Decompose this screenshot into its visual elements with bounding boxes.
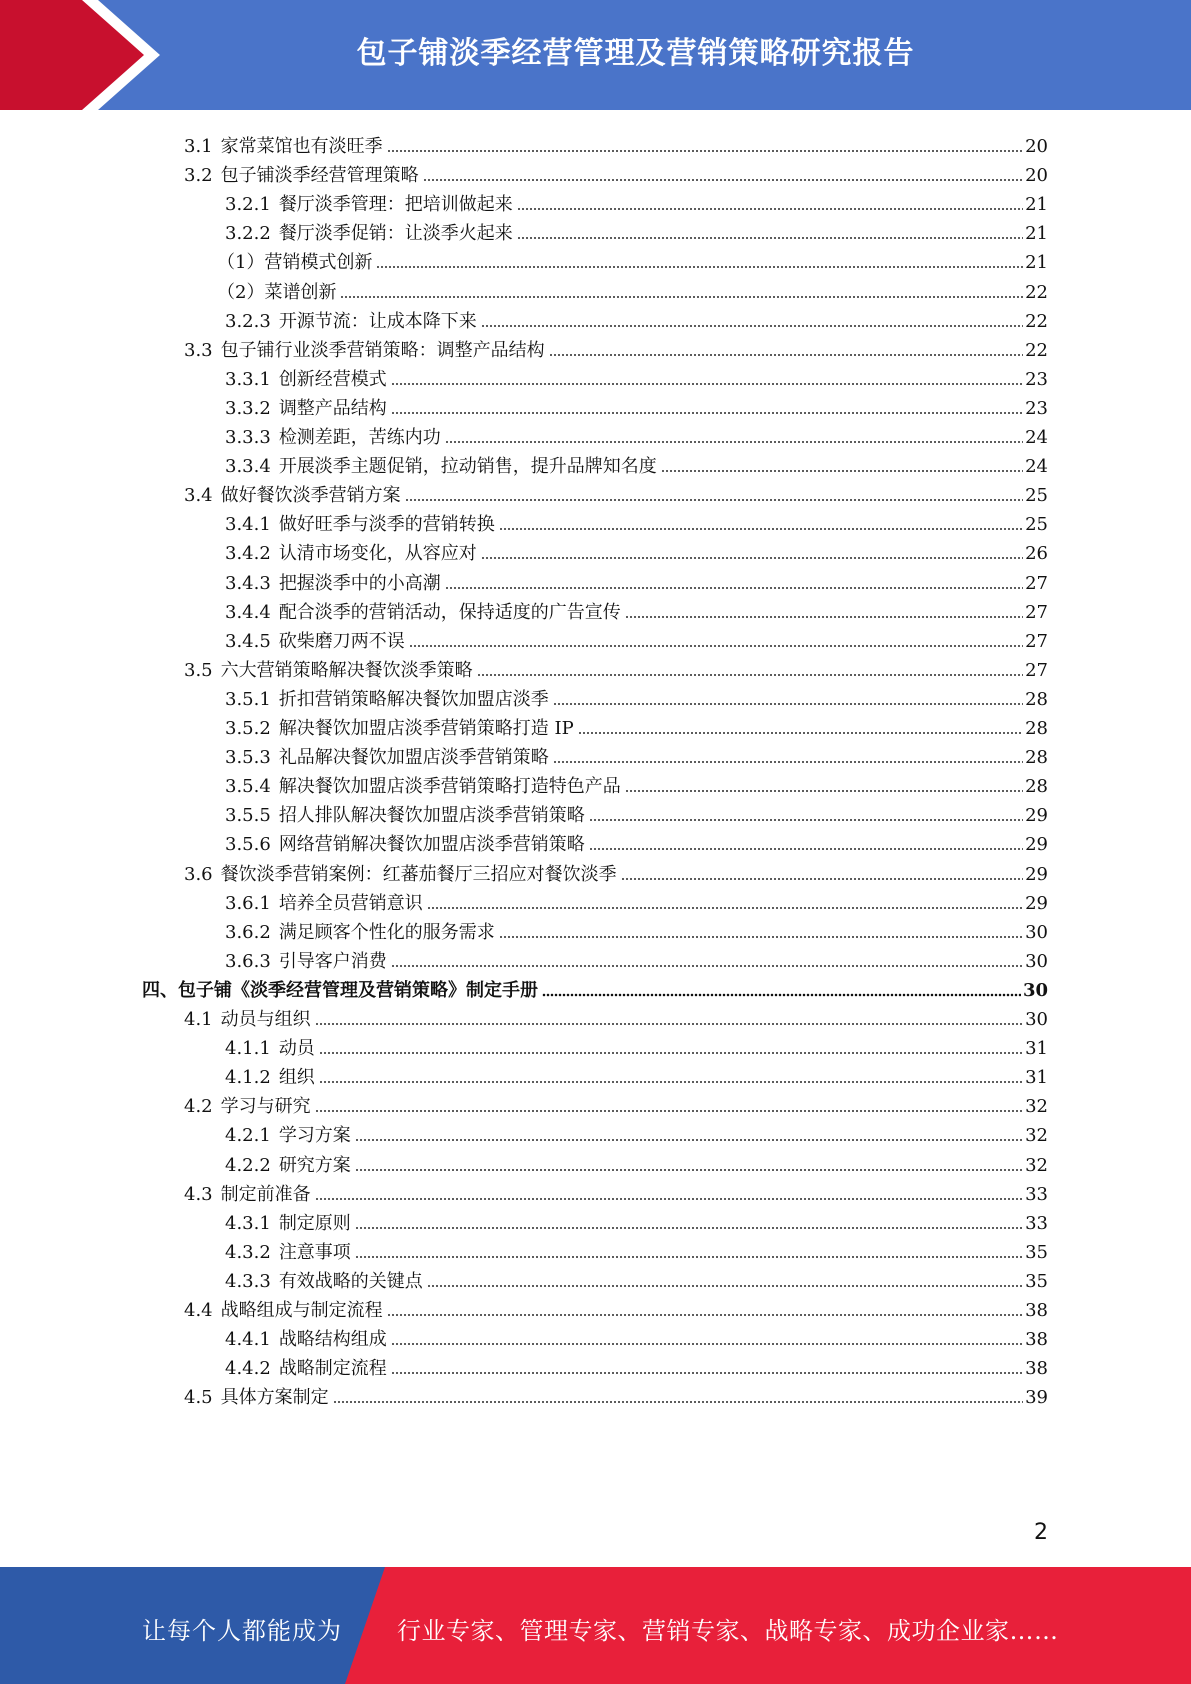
toc-entry-number: 4.2 bbox=[184, 1096, 213, 1118]
toc-entry-title: 具体方案制定 bbox=[220, 1387, 329, 1409]
toc-entry-number: （2） bbox=[217, 281, 265, 303]
toc-entry-number: 3.5.5 bbox=[225, 805, 271, 827]
toc-entry-page: 28 bbox=[1025, 776, 1048, 798]
toc-dot-leader bbox=[405, 498, 1023, 502]
toc-entry-page: 23 bbox=[1025, 368, 1048, 390]
toc-entry[interactable] bbox=[184, 1088, 1048, 1118]
toc-dot-leader bbox=[517, 236, 1023, 240]
toc-entry-page: 23 bbox=[1025, 397, 1048, 419]
toc-entry-number: 3.6.3 bbox=[225, 950, 271, 972]
toc-entry-page: 22 bbox=[1025, 310, 1048, 332]
toc-entry[interactable] bbox=[225, 1117, 1048, 1147]
toc-entry-title: 配合淡季的营销活动，保持适度的广告宣传 bbox=[278, 601, 621, 623]
toc-entry-title: 砍柴磨刀两不误 bbox=[278, 630, 405, 652]
toc-dot-leader bbox=[423, 178, 1023, 182]
toc-entry-number: 3.5.2 bbox=[225, 718, 271, 739]
toc-dot-leader bbox=[355, 1138, 1023, 1142]
toc-entry[interactable] bbox=[225, 506, 1048, 536]
toc-entry-number: 4.3 bbox=[184, 1183, 213, 1205]
toc-entry[interactable] bbox=[225, 535, 1048, 565]
toc-entry[interactable] bbox=[225, 710, 1048, 740]
toc-entry-page: 27 bbox=[1025, 659, 1048, 681]
toc-entry-page: 30 bbox=[1025, 950, 1048, 972]
toc-dot-leader bbox=[625, 789, 1023, 793]
toc-entry-title: 餐饮淡季营销案例：红蕃茄餐厅三招应对餐饮淡季 bbox=[220, 863, 617, 885]
toc-dot-leader bbox=[409, 644, 1023, 648]
toc-entry-page: 30 bbox=[1025, 1009, 1048, 1030]
toc-entry[interactable] bbox=[225, 361, 1048, 391]
toc-entry-number: 3.3.2 bbox=[225, 397, 271, 419]
toc-entry-number: 四、 bbox=[142, 979, 178, 1001]
toc-dot-leader bbox=[387, 1313, 1023, 1317]
toc-entry-title: 餐厅淡季管理：把培训做起来 bbox=[278, 194, 513, 216]
toc-entry-title: 创新经营模式 bbox=[278, 368, 387, 390]
toc-dot-leader bbox=[427, 1284, 1023, 1288]
toc-entry-page: 22 bbox=[1025, 281, 1048, 303]
toc-entry-number: 4.3.1 bbox=[225, 1212, 271, 1234]
toc-entry[interactable] bbox=[225, 303, 1048, 333]
toc-dot-leader bbox=[333, 1400, 1023, 1404]
toc-dot-leader bbox=[355, 1255, 1023, 1259]
toc-dot-leader bbox=[319, 1051, 1023, 1055]
toc-entry-number: 3.3.3 bbox=[225, 427, 271, 448]
toc-entry-number: 4.1.2 bbox=[225, 1067, 271, 1089]
toc-entry-title: 解决餐饮加盟店淡季营销策略打造 IP bbox=[278, 718, 574, 739]
toc-entry-page: 30 bbox=[1025, 921, 1048, 943]
toc-dot-leader bbox=[481, 324, 1023, 328]
toc-entry[interactable] bbox=[225, 826, 1048, 856]
toc-entry-number: 3.3.4 bbox=[225, 456, 271, 478]
toc-entry[interactable] bbox=[225, 1321, 1048, 1351]
toc-entry-page: 20 bbox=[1025, 165, 1048, 187]
toc-entry-number: （1） bbox=[217, 252, 265, 274]
toc-dot-leader bbox=[578, 731, 1023, 735]
toc-entry-title: 开展淡季主题促销，拉动销售，提升品牌知名度 bbox=[278, 456, 657, 478]
toc-dot-leader bbox=[315, 1197, 1023, 1201]
toc-entry-page: 21 bbox=[1025, 252, 1048, 274]
toc-entry[interactable] bbox=[225, 186, 1048, 216]
toc-entry[interactable] bbox=[225, 739, 1048, 769]
toc-entry[interactable] bbox=[184, 652, 1048, 682]
toc-entry[interactable] bbox=[225, 1350, 1048, 1380]
toc-entry-title: 包子铺《淡季经营管理及营销策略》制定手册 bbox=[178, 979, 538, 1001]
toc-entry-page: 39 bbox=[1025, 1387, 1048, 1409]
toc-dot-leader bbox=[427, 906, 1023, 910]
toc-entry-page: 29 bbox=[1025, 834, 1048, 856]
toc-entry-title: 折扣营销策略解决餐饮加盟店淡季 bbox=[278, 688, 549, 710]
toc-entry-number: 4.4 bbox=[184, 1300, 213, 1321]
toc-dot-leader bbox=[542, 993, 1021, 997]
toc-entry-page: 25 bbox=[1025, 485, 1048, 507]
toc-entry-number: 3.2.2 bbox=[225, 223, 271, 245]
toc-entry-number: 4.1.1 bbox=[225, 1038, 271, 1060]
toc-entry-title: 解决餐饮加盟店淡季营销策略打造特色产品 bbox=[278, 776, 621, 798]
footer-slogan: 让每个人都能成为 bbox=[142, 1617, 342, 1645]
toc-dot-leader bbox=[549, 353, 1023, 357]
toc-entry[interactable] bbox=[225, 681, 1048, 711]
header-red-arrow-shape bbox=[0, 0, 150, 110]
toc-entry-number: 3.4.1 bbox=[225, 514, 271, 536]
toc-entry[interactable] bbox=[184, 1292, 1048, 1322]
toc-entry-page: 32 bbox=[1025, 1125, 1048, 1147]
toc-entry-number: 3.5.1 bbox=[225, 688, 271, 710]
toc-entry-page: 28 bbox=[1025, 718, 1048, 739]
toc-entry-number: 3.5.3 bbox=[225, 747, 271, 769]
toc-dot-leader bbox=[391, 1371, 1023, 1375]
toc-entry-page: 20 bbox=[1025, 136, 1048, 157]
toc-entry[interactable] bbox=[225, 594, 1048, 624]
toc-entry-number: 4.4.1 bbox=[225, 1329, 271, 1351]
toc-entry[interactable] bbox=[225, 1205, 1048, 1235]
toc-entry-title: 六大营销策略解决餐饮淡季策略 bbox=[220, 659, 473, 681]
toc-entry-title: 满足顾客个性化的服务需求 bbox=[278, 921, 495, 943]
toc-entry-page: 26 bbox=[1025, 543, 1048, 565]
toc-dot-leader bbox=[445, 440, 1023, 444]
toc-entry-title: 做好旺季与淡季的营销转换 bbox=[278, 514, 495, 536]
toc-dot-leader bbox=[621, 877, 1023, 881]
toc-entry-page: 33 bbox=[1025, 1212, 1048, 1234]
toc-entry-title: 检测差距，苦练内功 bbox=[278, 427, 441, 448]
toc-entry-title: 战略制定流程 bbox=[278, 1358, 387, 1380]
toc-entry-number: 4.1 bbox=[184, 1009, 213, 1030]
toc-dot-leader bbox=[391, 1342, 1023, 1346]
toc-entry-number: 4.4.2 bbox=[225, 1358, 271, 1380]
toc-dot-leader bbox=[391, 964, 1023, 968]
toc-entry-number: 3.2 bbox=[184, 165, 213, 187]
toc-entry[interactable] bbox=[225, 1263, 1048, 1293]
toc-entry-title: 动员与组织 bbox=[220, 1009, 311, 1030]
toc-entry-page: 32 bbox=[1025, 1096, 1048, 1118]
toc-entry-page: 28 bbox=[1025, 688, 1048, 710]
toc-entry-title: 有效战略的关键点 bbox=[278, 1270, 423, 1292]
toc-entry-page: 27 bbox=[1025, 601, 1048, 623]
toc-dot-leader bbox=[477, 673, 1023, 677]
toc-entry-page: 31 bbox=[1025, 1038, 1048, 1060]
toc-entry-number: 3.2.3 bbox=[225, 310, 271, 332]
toc-entry-number: 4.3.3 bbox=[225, 1270, 271, 1292]
toc-entry-title: 营销模式创新 bbox=[264, 252, 373, 274]
toc-entry-title: 招人排队解决餐饮加盟店淡季营销策略 bbox=[278, 805, 585, 827]
toc-entry[interactable] bbox=[225, 1147, 1048, 1177]
toc-entry-page: 38 bbox=[1025, 1329, 1048, 1351]
toc-dot-leader bbox=[553, 702, 1023, 706]
toc-entry-page: 27 bbox=[1025, 572, 1048, 594]
toc-entry[interactable] bbox=[184, 1176, 1048, 1206]
toc-entry[interactable] bbox=[184, 332, 1048, 362]
toc-entry-page: 29 bbox=[1025, 863, 1048, 885]
toc-dot-leader bbox=[355, 1226, 1023, 1230]
toc-entry-title: 战略结构组成 bbox=[278, 1329, 387, 1351]
toc-entry-title: 战略组成与制定流程 bbox=[220, 1300, 383, 1321]
toc-entry-number: 3.4 bbox=[184, 485, 213, 507]
toc-entry[interactable] bbox=[225, 797, 1048, 827]
toc-entry[interactable] bbox=[184, 128, 1048, 158]
toc-entry-number: 3.4.5 bbox=[225, 630, 271, 652]
page-footer bbox=[0, 1567, 1191, 1684]
toc-dot-leader bbox=[391, 411, 1023, 415]
toc-entry-title: 动员 bbox=[278, 1038, 315, 1060]
toc-entry[interactable] bbox=[225, 943, 1048, 973]
toc-entry-page: 35 bbox=[1025, 1270, 1048, 1292]
toc-entry-number: 4.3.2 bbox=[225, 1241, 271, 1263]
page-header bbox=[0, 0, 1191, 110]
toc-entry-title: 做好餐饮淡季营销方案 bbox=[220, 485, 401, 507]
toc-dot-leader bbox=[499, 935, 1023, 939]
toc-dot-leader bbox=[589, 847, 1023, 851]
toc-dot-leader bbox=[625, 615, 1023, 619]
toc-entry-number: 3.5.4 bbox=[225, 776, 271, 798]
toc-entry[interactable] bbox=[225, 1234, 1048, 1264]
toc-entry[interactable] bbox=[184, 1001, 1048, 1031]
toc-entry-number: 4.5 bbox=[184, 1387, 213, 1409]
toc-entry[interactable] bbox=[225, 390, 1048, 420]
toc-entry-number: 3.1 bbox=[184, 136, 213, 157]
toc-entry-title: 制定前准备 bbox=[220, 1183, 311, 1205]
toc-entry-title: 学习方案 bbox=[278, 1125, 351, 1147]
toc-entry-title: 包子铺淡季经营管理策略 bbox=[220, 165, 419, 187]
toc-entry-number: 3.4.2 bbox=[225, 543, 271, 565]
toc-entry[interactable] bbox=[225, 448, 1048, 478]
toc-entry-title: 网络营销解决餐饮加盟店淡季营销策略 bbox=[278, 834, 585, 856]
toc-dot-leader bbox=[387, 149, 1023, 153]
toc-entry-number: 4.2.1 bbox=[225, 1125, 271, 1147]
toc-entry-title: 家常菜馆也有淡旺季 bbox=[220, 136, 383, 157]
toc-entry-title: 引导客户消费 bbox=[278, 950, 387, 972]
toc-entry[interactable] bbox=[184, 477, 1048, 507]
toc-entry-title: 培养全员营销意识 bbox=[278, 892, 423, 914]
toc-entry-page: 35 bbox=[1025, 1241, 1048, 1263]
toc-entry-number: 4.2.2 bbox=[225, 1154, 271, 1176]
toc-entry[interactable] bbox=[225, 914, 1048, 944]
toc-entry-page: 38 bbox=[1025, 1300, 1048, 1321]
toc-entry-number: 3.6.2 bbox=[225, 921, 271, 943]
toc-entry-number: 3.4.3 bbox=[225, 572, 271, 594]
toc-dot-leader bbox=[499, 527, 1023, 531]
toc-entry[interactable] bbox=[184, 1379, 1048, 1409]
toc-entry-title: 学习与研究 bbox=[220, 1096, 311, 1118]
toc-entry-title: 组织 bbox=[278, 1067, 315, 1089]
toc-entry-title: 制定原则 bbox=[278, 1212, 351, 1234]
toc-entry-title: 注意事项 bbox=[278, 1241, 351, 1263]
toc-dot-leader bbox=[340, 295, 1023, 299]
toc-entry-title: 开源节流：让成本降下来 bbox=[278, 310, 477, 332]
toc-dot-leader bbox=[319, 1080, 1023, 1084]
toc-entry-page: 27 bbox=[1025, 630, 1048, 652]
toc-entry-title: 菜谱创新 bbox=[264, 281, 337, 303]
toc-dot-leader bbox=[315, 1022, 1023, 1026]
toc-entry[interactable] bbox=[225, 885, 1048, 915]
toc-entry-title: 包子铺行业淡季营销策略：调整产品结构 bbox=[220, 339, 545, 361]
page-number: 2 bbox=[1034, 1520, 1048, 1545]
toc-entry[interactable] bbox=[225, 623, 1048, 653]
toc-entry-page: 24 bbox=[1025, 456, 1048, 478]
toc-entry-page: 30 bbox=[1022, 979, 1048, 1001]
toc-entry-title: 研究方案 bbox=[278, 1154, 351, 1176]
toc-entry-number: 3.2.1 bbox=[225, 194, 271, 216]
toc-entry-number: 3.5.6 bbox=[225, 834, 271, 856]
toc-entry[interactable] bbox=[225, 565, 1048, 595]
footer-roles: 行业专家、管理专家、营销专家、战略专家、成功企业家…… bbox=[397, 1617, 1059, 1645]
toc-dot-leader bbox=[315, 1109, 1023, 1113]
toc-entry-number: 3.4.4 bbox=[225, 601, 271, 623]
toc-entry-page: 31 bbox=[1025, 1067, 1048, 1089]
toc-entry-number: 3.6 bbox=[184, 863, 213, 885]
toc-entry-page: 29 bbox=[1025, 892, 1048, 914]
toc-entry-title: 餐厅淡季促销：让淡季火起来 bbox=[278, 223, 513, 245]
toc-entry[interactable] bbox=[225, 768, 1048, 798]
toc-entry-title: 礼品解决餐饮加盟店淡季营销策略 bbox=[278, 747, 549, 769]
toc-entry-number: 3.3.1 bbox=[225, 368, 271, 390]
toc-entry-page: 28 bbox=[1025, 747, 1048, 769]
toc-dot-leader bbox=[589, 818, 1023, 822]
toc-entry[interactable] bbox=[184, 856, 1048, 886]
toc-dot-leader bbox=[445, 586, 1023, 590]
toc-dot-leader bbox=[376, 265, 1023, 269]
toc-dot-leader bbox=[661, 469, 1023, 473]
toc-entry[interactable] bbox=[225, 1059, 1048, 1089]
toc-entry[interactable] bbox=[184, 157, 1048, 187]
toc-entry-title: 调整产品结构 bbox=[278, 397, 387, 419]
toc-entry[interactable] bbox=[142, 972, 1048, 1002]
toc-entry[interactable] bbox=[217, 274, 1048, 304]
toc-entry-page: 33 bbox=[1025, 1183, 1048, 1205]
toc-dot-leader bbox=[355, 1168, 1023, 1172]
toc-entry-number: 3.6.1 bbox=[225, 892, 271, 914]
toc-entry-page: 29 bbox=[1025, 805, 1048, 827]
toc-entry-page: 24 bbox=[1025, 427, 1048, 448]
toc-entry-page: 32 bbox=[1025, 1154, 1048, 1176]
toc-dot-leader bbox=[553, 760, 1023, 764]
toc-entry-number: 3.3 bbox=[184, 339, 213, 361]
document-title: 包子铺淡季经营管理及营销策略研究报告 bbox=[356, 36, 915, 71]
toc-entry-page: 38 bbox=[1025, 1358, 1048, 1380]
toc-entry-page: 25 bbox=[1025, 514, 1048, 536]
toc-dot-leader bbox=[517, 207, 1023, 211]
toc-entry[interactable] bbox=[225, 1030, 1048, 1060]
toc-entry[interactable] bbox=[217, 244, 1048, 274]
toc-entry-page: 21 bbox=[1025, 223, 1048, 245]
toc-entry-number: 3.5 bbox=[184, 659, 213, 681]
toc-entry[interactable] bbox=[225, 419, 1048, 449]
toc-entry-title: 认清市场变化，从容应对 bbox=[278, 543, 477, 565]
toc-entry-page: 21 bbox=[1025, 194, 1048, 216]
toc-entry-title: 把握淡季中的小高潮 bbox=[278, 572, 441, 594]
toc-entry[interactable] bbox=[225, 215, 1048, 245]
toc-dot-leader bbox=[391, 382, 1023, 386]
toc-entry-page: 22 bbox=[1025, 339, 1048, 361]
toc-dot-leader bbox=[481, 556, 1023, 560]
